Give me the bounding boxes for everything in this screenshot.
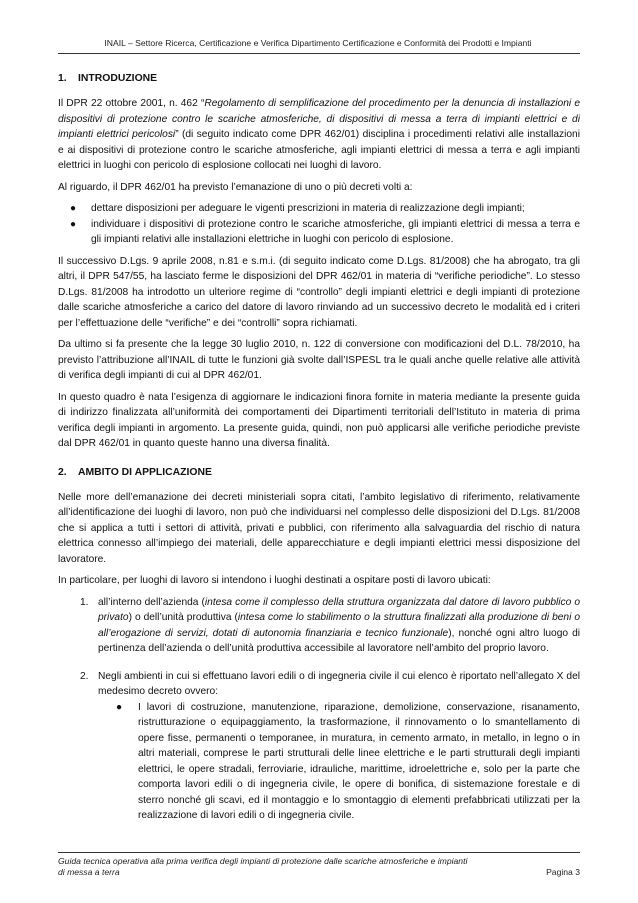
footer-title-line-2: di messa a terra bbox=[58, 867, 120, 877]
list-item-text: individuare i dispositivi di protezione contro le scariche atmosferiche, gli impianti elettrici di messa a terra e gli impianti relativi alle installazioni elettriche in luoghi con pericolo di esplosione. bbox=[91, 218, 580, 245]
paragraph bbox=[58, 96, 580, 174]
sub-list-item bbox=[98, 700, 580, 824]
text-run: Il DPR 22 ottobre 2001, n. 462 “ bbox=[58, 98, 205, 109]
page-number: Pagina 3 bbox=[546, 867, 580, 877]
list-item-text: Negli ambienti in cui si effettuano lavori edili o di ingegneria civile il cui elenco è riportato nell’allegato X del medesimo decreto ovvero: bbox=[98, 670, 580, 697]
footer-title-line-1: Guida tecnica operativa alla prima verifica degli impianti di protezione dalle scariche atmosferiche e impianti bbox=[58, 856, 468, 866]
text-italic: Regolamento di semplificazione del procedimento per la denuncia di installazioni e dispositivi di protezione contro le scariche atmosferiche, di dispositivi di messa a terra di impianti elettrici e di impianti elettrici pericolosi bbox=[58, 98, 580, 140]
paragraph: Nelle more dell’emanazione dei decreti ministeriali sopra citati, l’ambito legislativo di riferimento, relativamente all’identificazione dei luoghi di lavoro, non può che individuarsi nel complesso delle disposizioni del D.Lgs. 81/2008 che si applica a tutti i settori di attività, privati e pubblici, con riferimento alla salvaguardia del rischio di natura elettrica connesso all’impiego dei materiali, delle apparecchiature e degli impianti elettrici messi disposizione del lavoratore. bbox=[58, 491, 580, 565]
list-item-text: dettare disposizioni per adeguare le vigenti prescrizioni in materia di realizzazione degli impianti; bbox=[91, 203, 525, 214]
paragraph: In questo quadro è nata l’esigenza di aggiornare le indicazioni finora fornite in materia mediante la presente guida di indirizzo finalizzata all’uniformità dei comportamenti dei Dipartimenti territoriali dell’Istituto in materia di prima verifica degli impianti in argomento. La presente guida, quindi, non può applicarsi alle verifiche periodiche previste dal DPR 462/01 in quanto queste hanno una diversa finalità. bbox=[58, 391, 580, 449]
page-header: INAIL – Settore Ricerca, Certificazione e Verifica Dipartimento Certificazione e Conformità dei Prodotti e Impianti bbox=[104, 38, 532, 48]
list-item-text: I lavori di costruzione, manutenzione, riparazione, demolizione, conservazione, risanamento, ristrutturazione o equipaggiamento, la trasformazione, il rinnovamento o lo smantellamento di opere fisse, permanenti o temporanee, in muratura, in cemento armato, in metallo, in legno o in altri materiali, comprese le parti strutturali delle linee elettriche e le parti strutturali degli impianti elettrici, le opere stradali, ferroviarie, idrauliche, marittime, idroelettriche e, solo per la parte che comporta lavori edili o di ingegneria civile, le opere di bonifica, di sistemazione forestale e di sterro nonché gli scavi, ed il montaggio e lo smontaggio di elementi prefabbricati utilizzati per la realizzazione di lavori edili o di ingegneria civile. bbox=[138, 701, 580, 821]
item-number: 1. bbox=[80, 596, 89, 608]
paragraph: Il successivo D.Lgs. 9 aprile 2008, n.81 e s.m.i. (di seguito indicato come D.Lgs. 81/2008) che ha abrogato, tra gli altri, il DPR 547/55, ha lasciato ferme le disposizioni del DPR 462/01 in materia di “verifiche periodiche”. Lo stesso D.Lgs. 81/2008 ha introdotto un ulteriore regime di “controllo” degli impianti elettrici e degli impianti di protezione dalle scariche atmosferiche a carico del datore di lavoro rinviando ad un successivo decreto le modalità ed i criteri per l’effettuazione delle “verifiche” e dei “controlli” sopra richiamati. bbox=[58, 255, 580, 329]
section-1-heading bbox=[58, 72, 580, 86]
sub-bullet-list bbox=[98, 700, 580, 824]
list-item bbox=[58, 217, 580, 248]
list-item bbox=[58, 669, 580, 824]
text-run: ), nonché ogni altro luogo di pertinenza dell’azienda o dell’unità produttiva accessibile al lavoratore nell’ambito del proprio lavoro. bbox=[98, 627, 581, 654]
bullet-list bbox=[58, 201, 580, 248]
footer-divider bbox=[58, 852, 580, 853]
numbered-list bbox=[58, 595, 580, 824]
paragraph: Da ultimo si fa presente che la legge 30 luglio 2010, n. 122 di conversione con modificazioni del D.L. 78/2010, ha previsto l’attribuzione all’INAIL di tutte le funzioni già svolte dall’ISPESL tra le quali anche quelle relative alle attività di verifica degli impianti di cui al DPR 462/01. bbox=[58, 339, 580, 381]
section-2-heading bbox=[58, 466, 580, 480]
list-item bbox=[58, 201, 580, 217]
page-body bbox=[58, 72, 580, 824]
section-number: 2. bbox=[58, 466, 67, 478]
paragraph: Al riguardo, il DPR 462/01 ha previsto l’emanazione di uno o più decreti volti a: bbox=[58, 181, 413, 193]
text-run: all’interno dell’azienda ( bbox=[98, 596, 205, 608]
bullet-icon: ● bbox=[116, 701, 123, 713]
bullet-icon: ● bbox=[70, 218, 77, 230]
paragraph: In particolare, per luoghi di lavoro si intendono i luoghi destinati a ospitare posti di lavoro ubicati: bbox=[58, 575, 491, 586]
page-footer bbox=[58, 856, 580, 878]
section-title: AMBITO DI APPLICAZIONE bbox=[78, 466, 212, 478]
section-title: INTRODUZIONE bbox=[78, 73, 158, 84]
header-divider bbox=[58, 53, 580, 54]
item-number: 2. bbox=[80, 670, 89, 682]
text-run: ) o dell’unità produttiva ( bbox=[128, 612, 238, 623]
section-number: 1. bbox=[58, 73, 67, 84]
text-italic: intesa come il complesso della struttura organizzata dal datore di lavoro pubblico o privato bbox=[98, 596, 580, 623]
list-item bbox=[58, 595, 580, 657]
text-italic: intesa come lo stabilimento o la struttura finalizzati alla produzione di beni o all’erogazione di servizi, dotati di autonomia finanziaria e tecnico funzionale bbox=[98, 612, 580, 639]
spacer bbox=[58, 657, 580, 669]
text-run: ” (di seguito indicato come DPR 462/01) disciplina i procedimenti relativi alle installazioni e ai dispositivi di protezione contro le scariche atmosferiche, agli impianti elettrici di messa a terra e agli impianti elettrici in luoghi con pericolo di esplosione collocati nei luoghi di lavoro. bbox=[58, 129, 580, 171]
bullet-icon: ● bbox=[70, 203, 77, 214]
